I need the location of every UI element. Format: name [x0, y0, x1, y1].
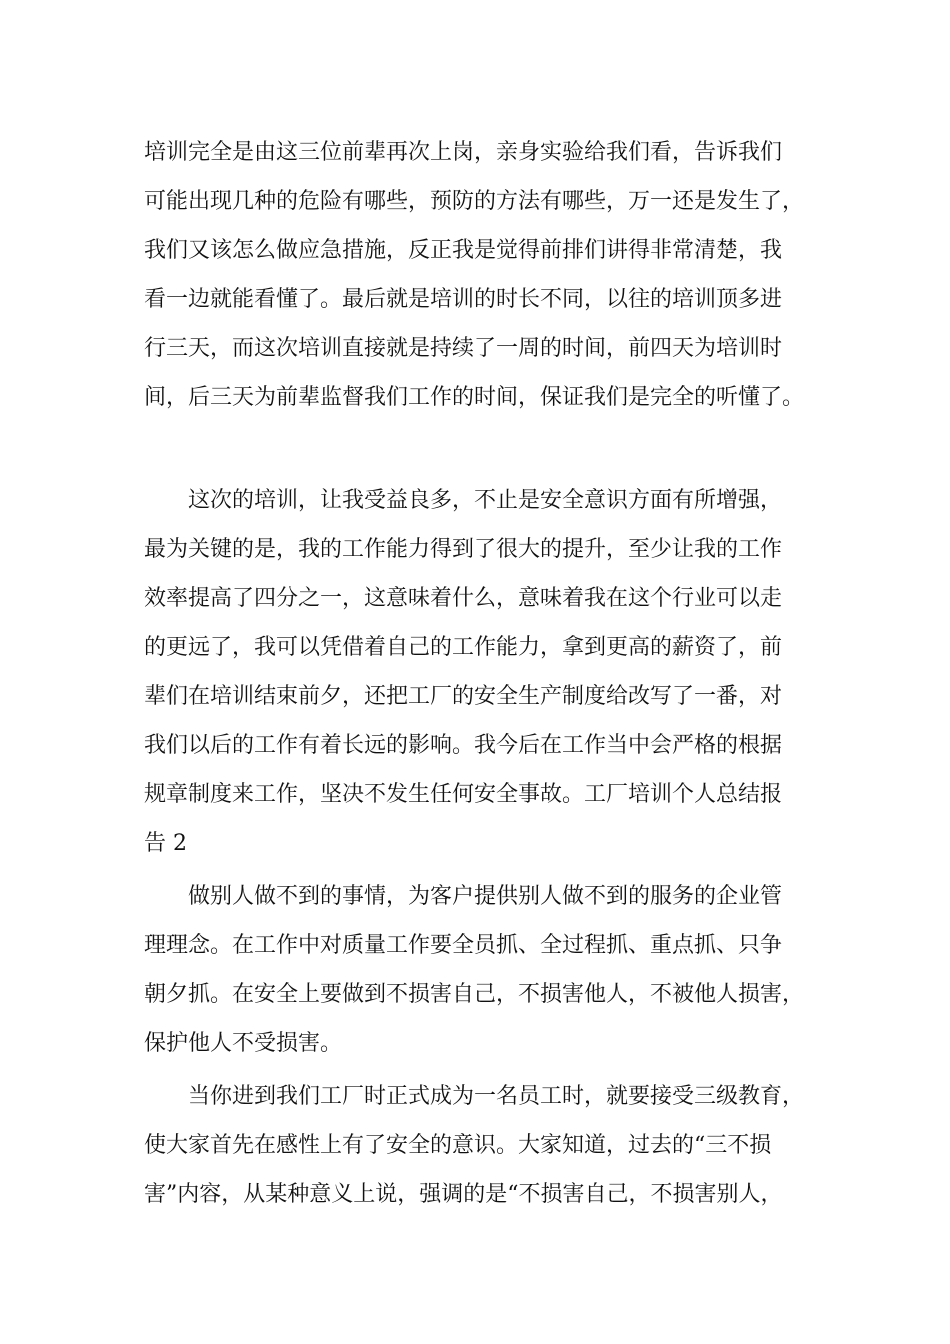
text-line: 的更远了，我可以凭借着自己的工作能力，拿到更高的薪资了，前	[144, 635, 783, 660]
paragraph-3	[144, 872, 834, 1068]
text-line: 我们以后的工作有着长远的影响。我今后在工作当中会严格的根据	[144, 733, 783, 758]
text-line: 做别人做不到的事情，为客户提供别人做不到的服务的企业管	[144, 884, 783, 909]
paragraph-4	[144, 1072, 834, 1219]
text-line: 培训完全是由这三位前辈再次上岗，亲身实验给我们看，告诉我们	[144, 140, 783, 165]
text-line: 行三天，而这次培训直接就是持续了一周的时间，前四天为培训时	[144, 336, 783, 361]
text-line: 可能出现几种的危险有哪些，预防的方法有哪些，万一还是发生了，	[144, 189, 805, 214]
text-line: 看一边就能看懂了。最后就是培训的时长不同，以往的培训顶多进	[144, 287, 783, 312]
text-line: 使大家首先在感性上有了安全的意识。大家知道，过去的“三不损	[144, 1133, 772, 1158]
text-line: 当你进到我们工厂时正式成为一名员工时，就要接受三级教育，	[144, 1084, 805, 1109]
text-line: 这次的培训，让我受益良多，不止是安全意识方面有所增强，	[144, 488, 783, 513]
text-line: 理理念。在工作中对质量工作要全员抓、全过程抓、重点抓、只争	[144, 933, 783, 958]
text-line: 保护他人不受损害。	[144, 1031, 343, 1056]
text-line: 最为关键的是，我的工作能力得到了很大的提升，至少让我的工作	[144, 537, 783, 562]
text-line: 效率提高了四分之一，这意味着什么，意味着我在这个行业可以走	[144, 586, 783, 611]
text-line: 我们又该怎么做应急措施，反正我是觉得前排们讲得非常清楚，我	[144, 238, 783, 263]
text-line: 朝夕抓。在安全上要做到不损害自己，不损害他人，不被他人损害，	[144, 982, 805, 1007]
text-line: 规章制度来工作，坚决不发生任何安全事故。工厂培训个人总结报	[144, 782, 783, 807]
text-line: 告 2	[144, 831, 187, 856]
text-line: 辈们在培训结束前夕，还把工厂的安全生产制度给改写了一番，对	[144, 684, 783, 709]
text-line: 间，后三天为前辈监督我们工作的时间，保证我们是完全的听懂了。	[144, 385, 805, 410]
paragraph-1	[144, 128, 834, 422]
text-line: 害”内容，从某种意义上说，强调的是“不损害自己，不损害别人，	[144, 1182, 783, 1207]
paragraph-2	[144, 476, 834, 868]
